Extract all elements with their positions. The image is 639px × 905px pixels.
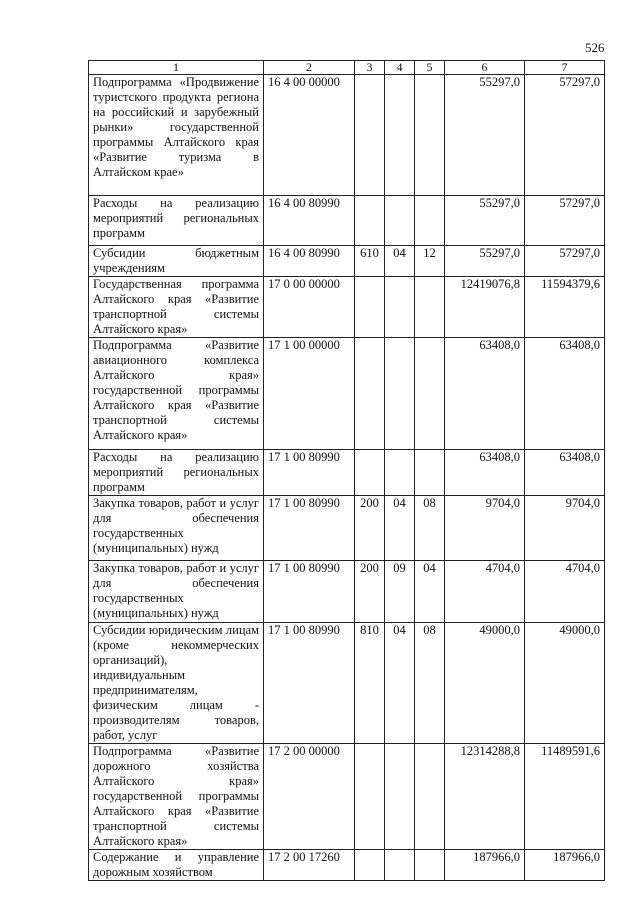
row-col7-cell: 9704,0: [525, 496, 605, 561]
row-col5-cell: 08: [415, 496, 445, 561]
table-row: [89, 75, 605, 196]
row-col5-cell: [415, 850, 445, 881]
row-col7-cell: 4704,0: [525, 561, 605, 623]
row-col5-cell: 12: [415, 246, 445, 277]
row-col4-cell: 04: [385, 246, 415, 277]
row-col3-cell: [355, 338, 385, 450]
row-col4-cell: 04: [385, 496, 415, 561]
column-header: 7: [525, 61, 605, 75]
row-col6-cell: 55297,0: [445, 196, 525, 246]
table-row: [89, 246, 605, 277]
column-header: 1: [89, 61, 264, 75]
row-col6-cell: 187966,0: [445, 850, 525, 881]
row-col3-cell: [355, 196, 385, 246]
row-col7-cell: 63408,0: [525, 450, 605, 496]
row-col7-cell: 11489591,6: [525, 744, 605, 850]
row-col3-cell: 610: [355, 246, 385, 277]
column-header: 3: [355, 61, 385, 75]
row-col7-cell: 187966,0: [525, 850, 605, 881]
row-col7-cell: 57297,0: [525, 196, 605, 246]
row-col4-cell: [385, 338, 415, 450]
row-col4-cell: [385, 450, 415, 496]
table-row: [89, 744, 605, 850]
row-col7-cell: 11594379,6: [525, 277, 605, 338]
row-name-cell: Расходы на реализацию мероприятий региональных программ: [89, 450, 264, 496]
table-row: [89, 450, 605, 496]
row-col7-cell: 57297,0: [525, 75, 605, 196]
row-col7-cell: 49000,0: [525, 623, 605, 744]
column-header: 4: [385, 61, 415, 75]
row-col6-cell: 9704,0: [445, 496, 525, 561]
row-col3-cell: [355, 744, 385, 850]
row-col5-cell: [415, 196, 445, 246]
row-col7-cell: 57297,0: [525, 246, 605, 277]
row-col6-cell: 12419076,8: [445, 277, 525, 338]
row-col4-cell: [385, 850, 415, 881]
row-col3-cell: [355, 850, 385, 881]
table-row: [89, 850, 605, 881]
row-col3-cell: 200: [355, 561, 385, 623]
row-col5-cell: [415, 338, 445, 450]
row-col4-cell: [385, 744, 415, 850]
row-col6-cell: 4704,0: [445, 561, 525, 623]
row-col4-cell: [385, 75, 415, 196]
row-code-cell: 17 2 00 17260: [264, 850, 355, 881]
budget-table: [88, 60, 605, 881]
row-name-cell: Содержание и управление дорожным хозяйством: [89, 850, 264, 881]
row-col5-cell: [415, 75, 445, 196]
row-col6-cell: 63408,0: [445, 338, 525, 450]
table-row: [89, 196, 605, 246]
row-col6-cell: 63408,0: [445, 450, 525, 496]
row-name-cell: Расходы на реализацию мероприятий региональных программ: [89, 196, 264, 246]
row-col5-cell: [415, 277, 445, 338]
row-col4-cell: [385, 277, 415, 338]
table-row: [89, 561, 605, 623]
row-name-cell: Подпрограмма «Развитие авиационного комплекса Алтайского края» государственной программы Алтайского края «Развитие транспортной системы Алтайского края»: [89, 338, 264, 450]
row-name-cell: Государственная программа Алтайского края «Развитие транспортной системы Алтайского края»: [89, 277, 264, 338]
column-header: 5: [415, 61, 445, 75]
row-code-cell: 16 4 00 00000: [264, 75, 355, 196]
row-col4-cell: [385, 196, 415, 246]
row-code-cell: 16 4 00 80990: [264, 246, 355, 277]
row-code-cell: 17 1 00 80990: [264, 561, 355, 623]
row-code-cell: 17 1 00 80990: [264, 496, 355, 561]
header-row: [89, 61, 605, 75]
row-col7-cell: 63408,0: [525, 338, 605, 450]
row-name-cell: Субсидии бюджетным учреждениям: [89, 246, 264, 277]
row-name-cell: Закупка товаров, работ и услуг для обеспечения государственных (муниципальных) нужд: [89, 561, 264, 623]
row-col6-cell: 55297,0: [445, 246, 525, 277]
row-col3-cell: [355, 277, 385, 338]
table-row: [89, 623, 605, 744]
table-row: [89, 277, 605, 338]
row-col6-cell: 12314288,8: [445, 744, 525, 850]
row-name-cell: Подпрограмма «Развитие дорожного хозяйства Алтайского края» государственной программы Алтайского края «Развитие транспортной системы Алтайского края»: [89, 744, 264, 850]
row-code-cell: 17 1 00 80990: [264, 623, 355, 744]
table-body: [89, 75, 605, 881]
table-row: [89, 338, 605, 450]
column-header: 2: [264, 61, 355, 75]
row-col5-cell: [415, 744, 445, 850]
column-header: 6: [445, 61, 525, 75]
row-code-cell: 17 1 00 80990: [264, 450, 355, 496]
row-code-cell: 17 0 00 00000: [264, 277, 355, 338]
row-name-cell: Закупка товаров, работ и услуг для обеспечения государственных (муниципальных) нужд: [89, 496, 264, 561]
row-code-cell: 16 4 00 80990: [264, 196, 355, 246]
row-col3-cell: [355, 450, 385, 496]
row-col6-cell: 55297,0: [445, 75, 525, 196]
row-col4-cell: 09: [385, 561, 415, 623]
row-col5-cell: 08: [415, 623, 445, 744]
row-col4-cell: 04: [385, 623, 415, 744]
row-col5-cell: [415, 450, 445, 496]
row-col6-cell: 49000,0: [445, 623, 525, 744]
page-number: 526: [585, 40, 605, 55]
row-col3-cell: 810: [355, 623, 385, 744]
row-col5-cell: 04: [415, 561, 445, 623]
row-code-cell: 17 1 00 00000: [264, 338, 355, 450]
table-row: [89, 496, 605, 561]
row-code-cell: 17 2 00 00000: [264, 744, 355, 850]
row-col3-cell: [355, 75, 385, 196]
row-name-cell: Подпрограмма «Продвижение туристского продукта региона на российский и зарубежный рынки» государственной программы Алтайского края «Развитие туризма в Алтайском крае»: [89, 75, 264, 196]
row-name-cell: Субсидии юридическим лицам (кроме некоммерческих организаций), индивидуальным предпринимателям, физическим лицам - производителям товаров, работ, услуг: [89, 623, 264, 744]
row-col3-cell: 200: [355, 496, 385, 561]
